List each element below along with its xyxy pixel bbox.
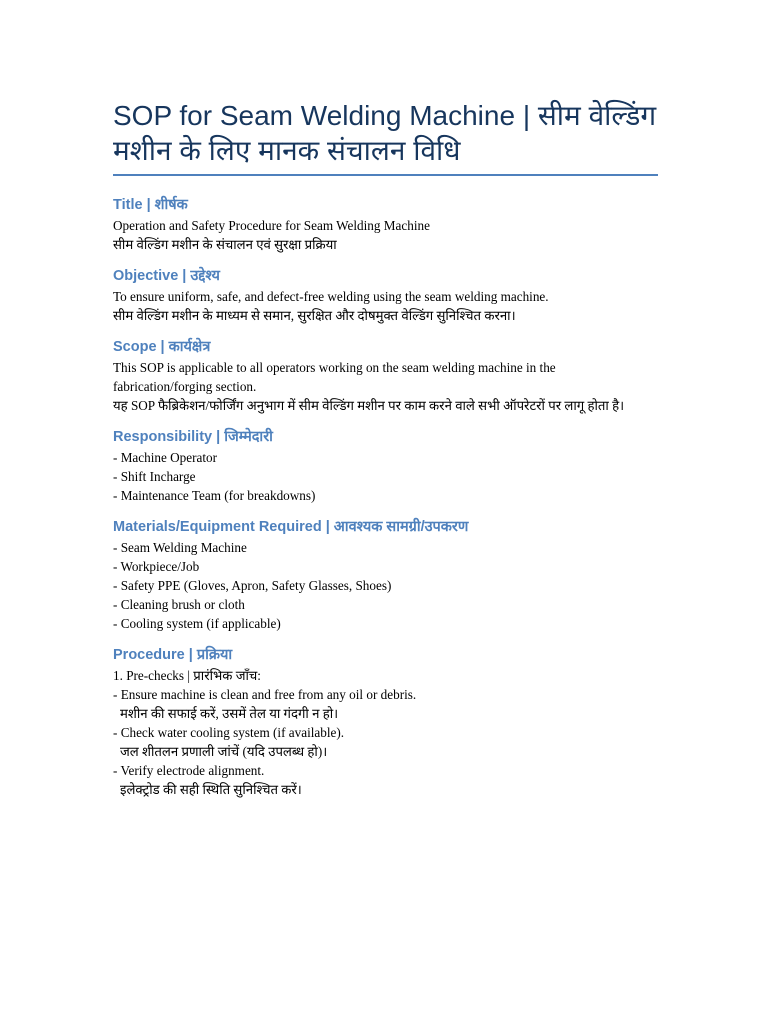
section-scope: [113, 338, 658, 415]
list-item: - Shift Incharge: [113, 469, 196, 484]
paragraph: This SOP is applicable to all operators working on the seam welding machine in the fabrication/forging section.: [113, 360, 556, 394]
list-item: - Machine Operator: [113, 450, 217, 465]
paragraph: यह SOP फैब्रिकेशन/फोर्जिंग अनुभाग में सीम वेल्डिंग मशीन पर काम करने वाले सभी ऑपरेटरों पर लागू होता है।: [113, 398, 625, 413]
list-item: - Cleaning brush or cloth: [113, 597, 245, 612]
section-title: [113, 196, 658, 254]
section-objective: [113, 267, 658, 325]
section-heading-responsibility: Responsibility | जिम्मेदारी: [113, 429, 273, 445]
list-item: - Safety PPE (Gloves, Apron, Safety Glasses, Shoes): [113, 578, 392, 593]
paragraph: सीम वेल्डिंग मशीन के माध्यम से समान, सुरक्षित और दोषमुक्त वेल्डिंग सुनिश्चित करना।: [113, 308, 516, 323]
list-item-translation: मशीन की सफाई करें, उसमें तेल या गंदगी न हो।: [120, 706, 339, 721]
paragraph: To ensure uniform, safe, and defect-free welding using the seam welding machine.: [113, 289, 549, 304]
document-page: [113, 0, 658, 799]
section-procedure: [113, 646, 658, 799]
section-heading-scope: Scope | कार्यक्षेत्र: [113, 339, 211, 355]
section-materials: [113, 518, 658, 633]
section-heading-materials: Materials/Equipment Required | आवश्यक सामग्री/उपकरण: [113, 519, 469, 535]
paragraph: Operation and Safety Procedure for Seam Welding Machine: [113, 218, 430, 233]
section-heading-objective: Objective | उद्देश्य: [113, 268, 220, 284]
list-item: - Ensure machine is clean and free from any oil or debris.: [113, 687, 417, 702]
list-item: - Verify electrode alignment.: [113, 763, 265, 778]
section-heading-title: Title | शीर्षक: [113, 197, 188, 213]
list-item: - Workpiece/Job: [113, 559, 200, 574]
document-title: SOP for Seam Welding Machine | सीम वेल्डिंग मशीन के लिए मानक संचालन विधि: [113, 100, 657, 166]
title-divider: [113, 174, 658, 176]
procedure-step-title: 1. Pre-checks | प्रारंभिक जाँच:: [113, 668, 261, 683]
list-item: - Seam Welding Machine: [113, 540, 247, 555]
list-item: - Cooling system (if applicable): [113, 616, 281, 631]
section-heading-procedure: Procedure | प्रक्रिया: [113, 647, 233, 663]
section-responsibility: [113, 428, 658, 505]
paragraph: सीम वेल्डिंग मशीन के संचालन एवं सुरक्षा प्रक्रिया: [113, 237, 337, 252]
list-item-translation: इलेक्ट्रोड की सही स्थिति सुनिश्चित करें।: [120, 782, 302, 797]
list-item: - Check water cooling system (if available).: [113, 725, 345, 740]
list-item-translation: जल शीतलन प्रणाली जांचें (यदि उपलब्ध हो)।: [120, 744, 328, 759]
list-item: - Maintenance Team (for breakdowns): [113, 488, 316, 503]
